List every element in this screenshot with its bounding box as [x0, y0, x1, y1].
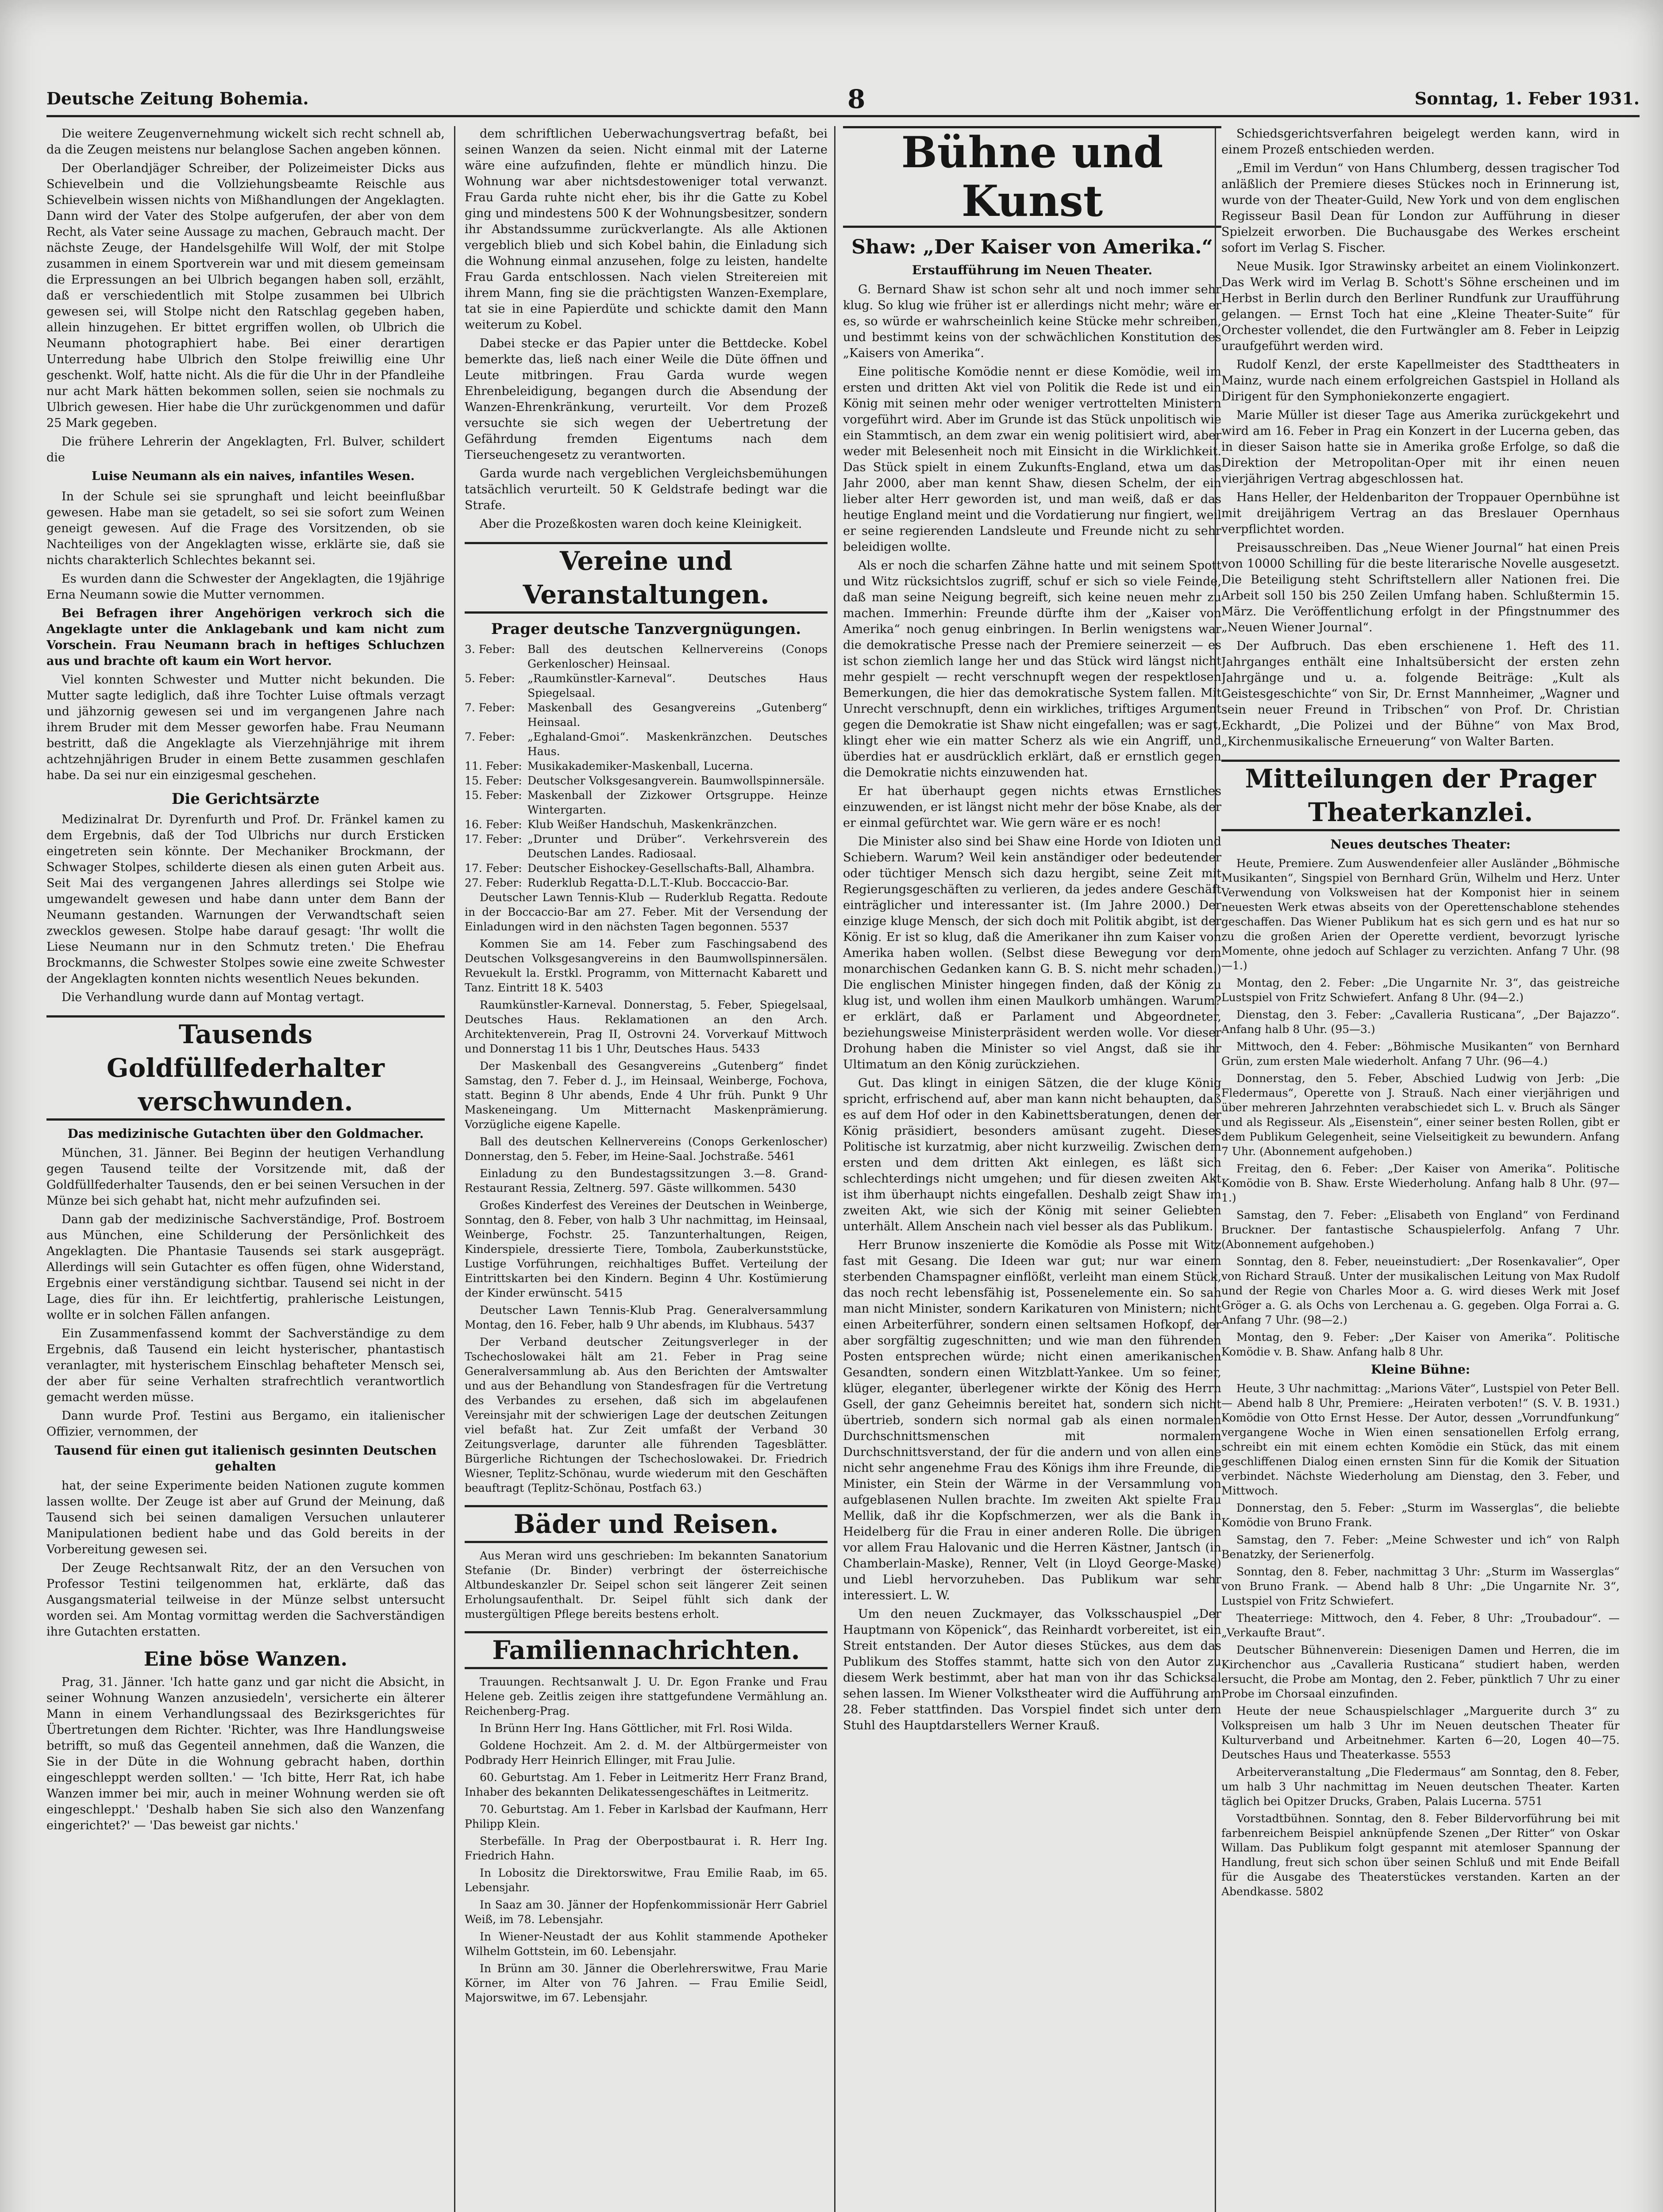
event-text: Klub Weißer Handschuh, Maskenkränzchen. [527, 818, 778, 831]
paragraph: Schiedsgerichtsverfahren beigelegt werden kann, wird in einem Prozeß entschieden werden. [1221, 127, 1620, 157]
article-subheadline: Erstaufführung im Neuen Theater. [912, 263, 1153, 277]
paragraph: München, 31. Jänner. Bei Beginn der heutigen Verhandlung gegen Tausend teilte der Vorsitzende mit, daß der Goldfüllfederhalter Tausends, den er bei seinen Versuchen in der Münze bei sich gehabt hat, nicht mehr aufzufinden sei. [46, 1146, 445, 1208]
event-text: Musikakademiker-Maskenball, Lucerna. [527, 760, 754, 772]
paper-name: Deutsche Zeitung Bohemia. [46, 88, 309, 108]
event-date: 15. Feber: [465, 789, 522, 802]
paragraph: Arbeiterveranstaltung „Die Fledermaus“ am Sonntag, den 8. Feber, um halb 3 Uhr nachmittag im Neuen deutschen Theater. Karten täglich bei Opitzer Drucks, Graben, Palais Lucerna. 5751 [1221, 1766, 1620, 1808]
event-row [465, 730, 828, 759]
article-subheadline: Das medizinische Gutachten über den Goldmacher. [67, 1126, 424, 1141]
paragraph: Raumkünstler-Karneval. Donnerstag, 5. Feber, Spiegelsaal, Deutsches Haus. Reklamationen an den Arch. Architektenverein, Prag II, Ostrovni 24. Vorverkauf Mittwoch und Donnerstag 11 bis 1 Uhr, Deutsches Haus. 5433 [465, 998, 828, 1055]
event-text: „Raumkünstler-Karneval“. Deutsches Haus Spiegelsaal. [527, 672, 828, 699]
paragraph: Freitag, den 6. Feber: „Der Kaiser von Amerika“. Politische Komödie von B. Shaw. Erste Wiederholung. Anfang halb 8 Uhr. (97—1.) [1221, 1162, 1620, 1204]
paragraph: Hans Heller, der Heldenbariton der Troppauer Opernbühne ist mit dreijährigem Vertrag an das Breslauer Opernhaus verpflichtet worden. [1221, 491, 1620, 536]
paragraph: Großes Kinderfest des Vereines der Deutschen in Weinberge, Sonntag, den 8. Feber, von halb 3 Uhr nachmittag, im Heinsaal, Weinberge, Fochstr. 25. Tanzunterhaltungen, Reigen, Kinderspiele, dressierte Tiere, Tombola, Zauberkunststücke, Lustige Vorführungen, reichhaltiges Buffet. Verteilung der Eintrittskarten bei den Kindern. Beginn 4 Uhr. Kostümierung der Kinder erwünscht. 5415 [465, 1199, 828, 1299]
paragraph: 60. Geburtstag. Am 1. Feber in Leitmeritz Herr Franz Brand, Inhaber des bekannten Delikatessengeschäftes in Leitmeritz. [465, 1771, 828, 1798]
article-headline: Eine böse Wanzen. [143, 1648, 348, 1671]
column-rule [454, 126, 455, 2212]
paragraph: Montag, den 9. Feber: „Der Kaiser von Amerika“. Politische Komödie v. B. Shaw. Anfang halb 8 Uhr. [1221, 1331, 1620, 1358]
event-text: Maskenball der Zizkower Ortsgruppe. Heinze Wintergarten. [527, 789, 828, 816]
paragraph: Montag, den 2. Feber: „Die Ungarnite Nr. 3“, das geistreiche Lustspiel von Fritz Schwiefert. Anfang 8 Uhr. (94—2.) [1221, 976, 1620, 1004]
paragraph: Kommen Sie am 14. Feber zum Faschingsabend des Deutschen Volksgesangvereins in den Baumwollspinnersälen. Revuekult la. Erstkl. Programm, von Mitternacht Kabarett und Tanz. Eintritt 18 K. 5403 [465, 937, 828, 994]
paragraph: Goldene Hochzeit. Am 2. d. M. der Altbürgermeister von Podbrady Herr Heinrich Ellinger, mit Frau Julie. [465, 1739, 828, 1767]
event-text: Ball des deutschen Kellnervereins (Conops Gerkenloscher) Heinsaal. [527, 643, 828, 670]
paragraph: Der Oberlandjäger Schreiber, der Polizeimeister Dicks aus Schievelbein und die Vollziehungsbeamte Reischle aus Schievelbein wissen nichts von Mißhandlungen der Angeklagten. Dann wird der Vater des Stolpe aufgerufen, der aber von dem Recht, als Vater seine Aussage zu machen, Gebrauch macht. Der nächste Zeuge, der Handelsgehilfe Will Wolf, der mit Stolpe zusammen in einem Sportverein war und mit diesem gemeinsam die Erpressungen an bei Ulbrich begangen haben soll, erzählt, daß er verschiedentlich mit Stolpe zusammen bei Ulbrich gewesen sei, will Stolpe nicht den Ratschlag gegeben haben, allein hinzugehen. Er bittet ergriffen wollen, ob Ulbrich die Neumann photographiert habe. Bei einer derartigen Unterredung habe Ulbrich den Stolpe freiwillig eine Uhr geschenkt. Wolf, hatte nicht. Als die für die Uhr in der Pfandleihe nur acht Mark hätten bekommen sollen, seien sie nochmals zu Ulbrich gewesen. Hier habe die Uhr zurückgenommen und dafür 25 Mark gegeben. [46, 161, 445, 430]
event-date: 17. Feber: [465, 862, 522, 875]
paragraph: G. Bernard Shaw ist schon sehr alt und noch immer sehr klug. So klug wie früher ist er allerdings nicht mehr; wäre er es, so würde er wahrscheinlich keine Stücke mehr schreiben, und bestimmt keins von der schwächlichen Konstitution des „Kaisers von Amerika“. [843, 283, 1221, 360]
paragraph: Aus Meran wird uns geschrieben: Im bekannten Sanatorium Stefanie (Dr. Binder) verbringt der österreichische Altbundeskanzler Dr. Seipel schon seit längerer Zeit seinen Erholungsaufenthalt. Dr. Seipel fühlt sich dank der mustergültigen Pflege bereits bestens erholt. [465, 1549, 828, 1621]
paragraph: Bei Befragen ihrer Angehörigen verkroch sich die Angeklagte unter die Anklagebank und kam nicht zum Vorschein. Frau Neumann brach in heftiges Schluchzen aus und brachte oft kaum ein Wort hervor. [46, 607, 445, 668]
paragraph: Samstag, den 7. Feber: „Elisabeth von England“ von Ferdinand Bruckner. Der fantastische Schauspielerfolg. Anfang 7 Uhr. (Abonnement aufgehoben.) [1221, 1209, 1620, 1251]
event-row [465, 861, 828, 876]
event-date: 11. Feber: [465, 760, 522, 772]
event-row [465, 759, 828, 773]
section-headline: Bühne und Kunst [843, 126, 1221, 228]
event-date: 7. Feber: [465, 701, 515, 714]
event-list [465, 642, 828, 890]
column-3 [843, 126, 1221, 2212]
event-date: 15. Feber: [465, 774, 522, 787]
page-number: 8 [847, 84, 866, 114]
event-text: Deutscher Eishockey-Gesellschafts-Ball, Alhambra. [527, 862, 815, 875]
section-heading: Die Gerichtsärzte [171, 790, 320, 808]
paragraph: Der Zeuge Rechtsanwalt Ritz, der an den Versuchen von Professor Testini teilgenommen hat, erklärte, daß das Ausgangsmaterial teilweise in der Münze selbst untersucht worden sei. Am Montag vormittag werden die Sachverständigen ihre Gutachten erstatten. [46, 1561, 445, 1639]
paragraph: Die frühere Lehrerin der Angeklagten, Frl. Bulver, schildert die [46, 435, 445, 465]
subheading: Luise Neumann als ein naives, infantiles Wesen. [91, 469, 415, 483]
event-text: „Eghaland-Gmoi“. Maskenkränzchen. Deutsches Haus. [527, 730, 828, 758]
paragraph: In Wiener-Neustadt der aus Kohlit stammende Apotheker Wilhelm Gottstein, im 60. Lebensjahr. [465, 1930, 828, 1958]
event-date: 5. Feber: [465, 672, 515, 685]
event-text: Deutscher Volksgesangverein. Baumwollspinnersäle. [527, 774, 825, 787]
paragraph: Der Verband deutscher Zeitungsverleger in der Tschechoslowakei hält am 21. Feber in Prag seine Generalversammlung ab. Aus den Berichten der Amtswalter und aus der Behandlung von Standesfragen für die Vertretung des Verbandes zu ersehen, daß sich im abgelaufenen Vereinsjahr mit der schwierigen Lage der deutschen Zeitungen viel befaßt hat. Zur Zeit umfaßt der Verband 30 Zeitungsverlage, darunter alle führenden Tagesblätter. Bürgerliche Richtungen der Tschechoslowakei. Dr. Friedrich Wiesner, Teplitz-Schönau, wurde wiederum mit den Geschäften beauftragt (Teplitz-Schönau, Postfach 63.) [465, 1336, 828, 1494]
paragraph: 70. Geburtstag. Am 1. Feber in Karlsbad der Kaufmann, Herr Philipp Klein. [465, 1803, 828, 1830]
paragraph: Aber die Prozeßkosten waren doch keine Kleinigkeit. [480, 517, 802, 531]
section-headline: Familiennachrichten. [465, 1631, 828, 1669]
section-headline: Mitteilungen der Prager Theaterkanzlei. [1221, 760, 1620, 831]
section-headline: Bäder und Reisen. [465, 1505, 828, 1543]
paragraph: Herr Brunow inszenierte die Komödie als Posse mit Witz fast mit Gesang. Die Ideen war gut; nur war einem sterbenden Chamspagner einflößt, verleiht man einem Stück, das noch recht lebensfähig ist, Possenelemente ein. So sah man nicht Minister, sondern Karikaturen von Ministern; nicht einen Arbeiterführer, sondern einen seltsamen Hofkopf, der aber sorgfältig zugeschnitten; und wie man den führenden Posten entsprechen würde; nicht einen amerikanischen Gesandten, sondern einen Witzblatt-Yankee. Um so feiner, klüger, eleganter, überlegener wirkte der König des Herrn Gsell, der ganz Geheimnis bereitet hat, sondern sich nicht übertrieb, sondern sich normal gab als einen normalen Durchschnittsmenschen mit normalem Durchschnittsverstand, der für die andern und von allen eine nicht sehr angenehme Frau des Königs ihm ihre Freunde, die Minister, ein Stein der Wärme in der Versammlung von aufgeblasenen Nullen brachte. Im zweiten Akt spielte Frau Mellik, daß ihr die Kopfschmerzen, wer als die Bank in Heidelberg für die Frau in einer anderen Rolle. Die übrigen vor allem Frau Halovanic und die Herren Kästner, Jantsch (in Chamberlain-Maske), Renner, Velt (in Lloyd George-Maske) und Liebl hervorzuheben. Das Publikum war sehr interessiert. L. W. [843, 1238, 1221, 1602]
issue-date: Sonntag, 1. Feber 1931. [1414, 88, 1640, 108]
paragraph: Neue Musik. Igor Strawinsky arbeitet an einem Violinkonzert. Das Werk wird im Verlag B. Schott's Söhne erscheinen und im Herbst in Berlin durch den Berliner Rundfunk zur Uraufführung gelangen. — Ernst Toch hat eine „Kleine Theater-Suite“ für Orchester vollendet, die den Furtwängler am 8. Feber in Leipzig uraufgeführt werden wird. [1221, 260, 1620, 353]
paragraph: dem schriftlichen Ueberwachungsvertrag befaßt, bei seinen Wanzen da seien. Nicht einmal mit der Laterne wäre eine aufzufinden, flehte er mündlich hinzu. Die Wohnung war aber nichtsdestoweniger total verwanzt. Frau Garda ruhte nicht eher, bis ihr die Gatte zu Kobel ging und mindestens 500 K der Wohnungsbesitzer, sondern ihr Abstandssumme zurückverlangte. Als alle Aktionen vergeblich blieb und sich Kobel bahin, die Einladung sich die Wohnung einmal anzusehen, folge zu leisten, handelte Frau Garda entschlossen. Nach vielen Streitereien mit ihrem Mann, fing sie die prächtigsten Wanzen-Exemplare, tat sie in eine Papierdüte und schickte damit den Mann weiterum zu Kobel. [465, 127, 828, 332]
paragraph: In Lobositz die Direktorswitwe, Frau Emilie Raab, im 65. Lebensjahr. [465, 1866, 828, 1894]
paragraph: Er hat überhaupt gegen nichts etwas Ernstliches einzuwenden, er ist längst nicht mehr der böse Knabe, als der er einmal gefürchtet war. Wie gern wäre er es noch! [843, 784, 1221, 830]
column-1 [46, 126, 445, 2212]
paragraph: Viel konnten Schwester und Mutter nicht bekunden. Die Mutter sagte lediglich, daß ihre Tochter Luise oftmals verzagt und jähzornig gewesen sei und im vergangenen Jahre nach ihrem Bruder mit dem Messer geworfen habe. Frau Neumann bestritt, daß die Angeklagte als Vierzehnjährige mit ihrem achtzehnjährigen Bruder in einem Bette zusammen geschlafen habe. Da sei nur ein einzigesmal geschehen. [46, 673, 445, 782]
column-rule [834, 126, 835, 2212]
event-row [465, 671, 828, 700]
event-date: 27. Feber: [465, 876, 522, 889]
paragraph: Samstag, den 7. Feber: „Meine Schwester und ich“ von Ralph Benatzky, der Serienerfolg. [1221, 1533, 1620, 1561]
page-header [46, 84, 1640, 117]
paragraph: Der Aufbruch. Das eben erschienene 1. Heft des 11. Jahrganges enthält eine Inhaltsübersicht der ersten zehn Jahrgänge und u. a. folgende Beiträge: „Kult als Geistesgeschichte“ von Sir, Dr. Ernst Mannheimer, „Wagner und sein neuer Freund in Tribschen“ von Prof. Dr. Christian Eckhardt, „Die Polizei und der Bühne“ von Max Brod, „Kirchenmusikalische Erneuerung“ von Walter Barten. [1221, 639, 1620, 749]
paragraph: Deutscher Lawn Tennis-Klub Prag. Generalversammlung Montag, den 16. Feber, halb 9 Uhr abends, im Klubhaus. 5437 [465, 1304, 828, 1331]
paragraph: In der Schule sei sie sprunghaft und leicht beeinflußbar gewesen. Habe man sie getadelt, so sei sie sofort zum Weinen geneigt gewesen. Auf die Frage des Vorsitzenden, ob sie Nachteiliges von der Angeklagten wisse, erklärte sie, daß sie nichts charakterlich Schlechtes bekannt sei. [46, 490, 445, 567]
event-row [465, 817, 828, 832]
paragraph: Sonntag, den 8. Feber, nachmittag 3 Uhr: „Sturm im Wasserglas“ von Bruno Frank. — Abend halb 8 Uhr: „Die Ungarnite Nr. 3“, Lustspiel von Fritz Schwiefert. [1221, 1565, 1620, 1607]
paragraph: Medizinalrat Dr. Dyrenfurth und Prof. Dr. Fränkel kamen zu dem Ergebnis, daß der Tod Ulbrichs nur durch Ersticken eingetreten sein könnte. Der Mechaniker Brockmann, der Schwager Stolpes, schilderte diesen als einen guten Arbeit aus. Seit Mai des vergangenen Jahres allerdings sei Stolpe wie umgewandelt gewesen und habe dann unter dem Bann der Neumann gestanden. Warnungen der Verwandtschaft seien zwecklos gewesen. Stolpe habe darauf gesagt: 'Ihr wollt die Liese Neumann nur in den Schmutz treten.' Die Ehefrau Brockmanns, die Schwester Stolpes sowie eine zweite Schwester der Angeklagten konnten nichts wesentlich Neues bekunden. [46, 813, 445, 986]
event-date: 7. Feber: [465, 730, 515, 743]
paragraph: Der Maskenball des Gesangvereins „Gutenberg“ findet Samstag, den 7. Feber d. J., im Heinsaal, Weinberge, Fochova, statt. Beginn 8 Uhr abends, Ende 4 Uhr früh. Punkt 9 Uhr Maskeneingang. Um Mitternacht Maskenprämierung. Vorzügliche eigene Kapelle. [465, 1060, 828, 1131]
event-row [465, 832, 828, 861]
paragraph: Sonntag, den 8. Feber, neueinstudiert: „Der Rosenkavalier“, Oper von Richard Strauß. Unter der musikalischen Leitung von Max Rudolf und der Regie von Charles Moor a. G. wird dieses Werk mit Josef Gröger a. G. als Ochs von Lerchenau a. G. gegeben. Olga Forrai a. G. Anfang 7 Uhr. (98—2.) [1221, 1255, 1620, 1326]
event-text: Maskenball des Gesangvereins „Gutenberg“ Heinsaal. [527, 701, 828, 729]
subheading: Tausend für einen gut italienisch gesinnten Deutschen gehalten [54, 1443, 437, 1474]
column-2 [465, 126, 828, 2212]
paragraph: Rudolf Kenzl, der erste Kapellmeister des Stadttheaters in Mainz, wurde nach einem erfolgreichen Gastspiel in Holland als Dirigent für den Symphoniekonzerte engagiert. [1221, 358, 1620, 403]
paragraph: Mittwoch, den 4. Feber: „Böhmische Musikanten“ von Bernhard Grün, zum ersten Male wiederholt. Anfang 7 Uhr. (96—4.) [1221, 1040, 1620, 1068]
column-4 [1221, 126, 1620, 2212]
article-headline: Shaw: „Der Kaiser von Amerika.“ [851, 236, 1213, 258]
article-headline: Tausends Goldfüllfederhalter verschwunden. [46, 1015, 445, 1121]
event-date: 17. Feber: [465, 833, 522, 845]
paragraph: Dienstag, den 3. Feber: „Cavalleria Rusticana“, „Der Bajazzo“. Anfang halb 8 Uhr. (95—3.) [1221, 1008, 1620, 1036]
event-date: 16. Feber: [465, 818, 522, 831]
paragraph: Um den neuen Zuckmayer, das Volksschauspiel „Der Hauptmann von Köpenick“, das Reinhardt vorbereitet, ist ein Streit entstanden. Der Autor dieses Stückes, aus dem das Publikum des Stoffes stammt, hatte sich von den Autor zu diesem Werk bestimmt, aber hat man von ihr das Schicksal sehen lassen. Im Wiener Volkstheater wird die Aufführung am 28. Feber stattfinden. Das Vorspiel findet sich unter dem Stuhl des Hauptdarstellers Werner Krauß. [843, 1607, 1221, 1732]
paragraph: Die Minister also sind bei Shaw eine Horde von Idioten und Schiebern. Warum? Weil kein anständiger oder bedeutender oder tüchtiger Mensch sich dazu hergibt, seine Zeit mit Regierungsgeschäften zu verlieren, da jedes andere Geschäft einträglicher und interessanter ist. (Im Jahre 2000.) Der einzige kluge Mensch, der sich doch mit Politik abgibt, ist der König. Er ist so klug, daß die Amerikaner ihn zum Kaiser von Amerika haben wollen. (Selbst diese Bewegung vor dem monarchischen Gedanken kann G. B. S. nicht mehr schaden.) Die englischen Minister hingegen finden, daß der König zu klug ist, und wollen ihm einen Maulkorb umhängen. Warum? er erklärt, daß er Parlament und Abgeordneter, beziehungsweise Ministerpräsident werden wolle. Vor dieser Drohung haben die Minister so viel Angst, daß sie ihr Ultimatum an den König zurückziehen. [843, 835, 1221, 1071]
paragraph: Trauungen. Rechtsanwalt J. U. Dr. Egon Franke und Frau Helene geb. Zeitlis zeigen ihre stattgefundene Vermählung an. Reichenberg-Prag. [465, 1675, 828, 1717]
paragraph: Ein Zusammenfassend kommt der Sachverständige zu dem Ergebnis, daß Tausend ein leicht hysterischer, phantastisch veranlagter, mit hysterischem Einschlag behafteter Mensch sei, der aber für seine Verhalten strafrechtlich verantwortlich gemacht werden müsse. [46, 1327, 445, 1404]
paragraph: Donnerstag, den 5. Feber, Abschied Ludwig von Jerb: „Die Fledermaus“, Operette von J. Strauß. Nach einer vierjährigen und über mehreren Jahrzehnten verabschiedet sich L. v. Bruch als Sänger und als Regisseur. Als „Eisenstein“, einer seiner besten Rollen, gibt er dem Publikum Gelegenheit, seine Vielseitigkeit zu bewundern. Anfang 7 Uhr. (Abonnement aufgehoben.) [1221, 1072, 1620, 1158]
paragraph: Marie Müller ist dieser Tage aus Amerika zurückgekehrt und wird am 16. Feber in Prag ein Konzert in der Lucerna geben, das in dieser Saison hatte sie in Amerika große Erfolge, so daß die Direktion der Metropolitan-Oper mit ihr einen neuen vierjährigen Vertrag abgeschlossen hat. [1221, 408, 1620, 486]
event-row [465, 700, 828, 730]
paragraph: Dabei stecke er das Papier unter die Bettdecke. Kobel bemerkte das, ließ nach einer Weile die Düte öffnen und Leute mitbringen. Frau Garda wurde wegen Ehrenbeleidigung, begangen durch die Absendung der Wanzen-Ehrenkränkung, verurteilt. Vor dem Prozeß versuchte sie sich wegen der Uebertretung der Gefährdung fremden Eigentums nach dem Tierseuchengesetz zu verantworten. [465, 337, 828, 462]
paragraph: Ball des deutschen Kellnervereins (Conops Gerkenloscher) Donnerstag, den 5. Feber, im Heine-Saal. Jochstraße. 5461 [465, 1135, 828, 1163]
paragraph: Prag, 31. Jänner. 'Ich hatte ganz und gar nicht die Absicht, in seiner Wohnung Wanzen anzusiedeln', versicherte ein älterer Mann in einem Verhandlungssaal des Bezirksgerichtes für Übertretungen dem Richter. 'Richter, was Ihre Handlungsweise betrifft, so muß das Gegenteil annehmen, daß die Wanzen, die Sie in der Düte in die Wohnung gebracht haben, dorthin eingeschleppt werden sollten.' — 'Ich bitte, Herr Rat, ich habe Wanzen immer bei mir, auch in meiner Wohnung werden sie oft eingeschleppt.' 'Deshalb haben Sie sich also den Wanzenfang eingerichtet?' — 'Das beweist gar nichts.' [46, 1675, 445, 1832]
paragraph: Heute, 3 Uhr nachmittag: „Marions Väter“, Lustspiel von Peter Bell. — Abend halb 8 Uhr, Premiere: „Heiraten verboten!“ (S. V. B. 1931.) Komödie von Otto Ernst Hesse. Der Autor, dessen „Vorrundfunkung“ vergangene Woche in Wien einen sensationellen Erfolg errang, schreibt ein mit einem echten Komödie ein Stück, das mit einem geschliffenen Dialog einen ernsten Sinn für die Komik der Situation verbindet. Nächste Wiederholung am Dienstag, den 3. Feber, und Mittwoch. [1221, 1382, 1620, 1497]
paragraph: Gut. Das klingt in einigen Sätzen, die der kluge König spricht, erfrischend auf, aber man kann nicht behaupten, daß es auf dem Hof oder in den Kabinettsberatungen, denen der König präsidiert, besonders amüsant zugeht. Dieses Politische ist kurzatmig, aber nicht kurzweilig. Zwischen dem ersten und dem dritten Akt einlegen, es läßt sich schlechterdings nicht umgehen; und für diesen zweiten Akt ist ihm überhaupt nichts eingefallen. Deshalb zeigt Shaw im zweiten Akt, wie sich der König mit seiner Geliebten unterhält. Allem Anschein nach viel besser als das Publikum. [843, 1076, 1221, 1233]
paragraph: Deutscher Lawn Tennis-Klub — Ruderklub Regatta. Redoute in der Boccaccio-Bar am 27. Feber. Mit der Versendung der Einladungen wird in den nächsten Tagen begonnen. 5537 [465, 891, 828, 933]
paragraph: „Emil im Verdun“ von Hans Chlumberg, dessen tragischer Tod anläßlich der Premiere dieses Stückes noch in Erinnerung ist, wurde von der Theater-Guild, New York und von dem englischen Regisseur Basil Dean für London zur Aufführung in dieser Spielzeit erworben. Die Buchausgabe des Werkes erscheint sofort im Verlag S. Fischer. [1221, 161, 1620, 255]
paragraph: Dann gab der medizinische Sachverständige, Prof. Bostroem aus München, eine Schilderung der Persönlichkeit des Angeklagten. Die Phantasie Tausends sei stark ausgeprägt. Allerdings will sein Gutachter es offen fügen, ohne Widerstand, Ergebnis einer verständigung sichtbar. Tausend sei nicht in der Lage, dies für ihn. Er leichtfertig, prahlerische Leistungen, wollte er in solchen Fällen anfangen. [46, 1213, 445, 1322]
paragraph: Deutscher Bühnenverein: Diesenigen Damen und Herren, die im Kirchenchor aus „Cavalleria Rusticana“ studiert haben, werden ersucht, die Probe am Montag, den 2. Feber, pünktlich 7 Uhr zu einer Probe im Chorsaal einzufinden. [1221, 1644, 1620, 1700]
paragraph: Heute der neue Schauspielschlager „Marguerite durch 3“ zu Volkspreisen um halb 3 Uhr im Neuen deutschen Theater für Kulturverband und Arbeitnehmer. Karten 6—20, Logen 40—75. Deutsches Haus und Theaterkasse. 5553 [1221, 1705, 1620, 1761]
paragraph: Die weitere Zeugenvernehmung wickelt sich recht schnell ab, da die Zeugen meistens nur belanglose Sachen angeben können. [46, 127, 445, 157]
paragraph: In Saaz am 30. Jänner der Hopfenkommissionär Herr Gabriel Weiß, im 78. Lebensjahr. [465, 1898, 828, 1926]
event-row [465, 788, 828, 817]
section-heading: Prager deutsche Tanzvergnügungen. [491, 620, 801, 638]
paragraph: Vorstadtbühnen. Sonntag, den 8. Feber Bildervorführung bei mit farbenreichem Beispiel anknüpfende Szenen „Der Ritter“ von Oskar Willam. Das Publikum folgt gespannt mit atemloser Spannung der Handlung, freut sich schon über seinen Schluß und mit Ende Beifall für die Ausgabe des Theaterstückes verstanden. Karten an der Abendkasse. 5802 [1221, 1812, 1620, 1898]
paragraph: hat, der seine Experimente beiden Nationen zugute kommen lassen wollte. Der Zeuge ist aber auf Grund der Meinung, daß Tausend sich bei seinen damaligen Versuchen unlauterer Manipulationen bedient habe und das Gold bereits in der Vorbereitung gewesen sei. [46, 1479, 445, 1556]
event-row [465, 876, 828, 890]
paragraph: Garda wurde nach vergeblichen Vergleichsbemühungen tatsächlich verurteilt. 50 K Geldstrafe bedingt war die Strafe. [465, 467, 828, 512]
subheading: Kleine Bühne: [1370, 1362, 1471, 1377]
event-date: 3. Feber: [465, 643, 515, 656]
paragraph: Heute, Premiere. Zum Auswendenfeier aller Ausländer „Böhmische Musikanten“, Singspiel von Bernhard Grün, Wilhelm und Herz. Unter Verwendung von Volksweisen hat der Komponist hier in seinem neuesten Werk etwas abseits von der Operettenschablone stehendes geschaffen. Das Wiener Publikum hat es sich gern und es hat nur so zu die großen Arien der Operette verdient, bevorzugt lyrische Momente, ohne jedoch auf Schlager zu verzichten. Anfang 7 Uhr. (98—1.) [1221, 857, 1620, 972]
paragraph: Es wurden dann die Schwester der Angeklagten, die 19jährige Erna Neumann sowie die Mutter vernommen. [46, 572, 445, 602]
paragraph: In Brünn am 30. Jänner die Oberlehrerswitwe, Frau Marie Körner, im Alter von 76 Jahren. — Frau Emilie Seidl, Majorswitwe, im 67. Lebensjahr. [465, 1962, 828, 2004]
event-row [465, 773, 828, 788]
event-row [465, 642, 828, 671]
paragraph: Sterbefälle. In Prag der Oberpostbaurat i. R. Herr Ing. Friedrich Hahn. [465, 1835, 828, 1862]
paragraph: Eine politische Komödie nennt er diese Komödie, weil im ersten und dritten Akt viel von Politik die Rede ist und ein König mit seinen mehr oder weniger vertrottelten Ministern vorgeführt wird. Aber im Grunde ist das Stück unpolitisch wie ein Stammtisch, an dem zwar ein wenig politisiert wird, aber weder mit Belesenheit noch mit Einsicht in die Wirklichkeit. Das Stück spielt in einem Zukunfts-England, etwa um das Jahr 2000, aber man kennt Shaw, diesen Schelm, der ein lieber alter Herr geworden ist, und man weiß, daß er das heutige England meint und die Vordatierung nur fingiert, weil er seine regierenden Landsleute und Freunde nicht zu sehr beleidigen wollte. [843, 365, 1221, 554]
subheading: Neues deutsches Theater: [1330, 837, 1511, 852]
section-headline: Vereine und Veranstaltungen. [465, 542, 828, 614]
event-text: Ruderklub Regatta-D.L.T.-Klub. Boccaccio-Bar. [527, 876, 789, 889]
paragraph: Theaterriege: Mittwoch, den 4. Feber, 8 Uhr: „Troubadour“. — „Verkaufte Braut“. [1221, 1612, 1620, 1639]
paragraph: Preisausschreiben. Das „Neue Wiener Journal“ hat einen Preis von 10000 Schilling für die beste literarische Novelle ausgesetzt. Die Beteiligung steht Schriftstellern aller Nationen frei. Die Arbeit soll 150 bis 250 Zeilen Umfang haben. Schlußtermin 15. März. Die Veröffentlichung erfolgt in der Pfingstnummer des „Neuen Wiener Journal“. [1221, 541, 1620, 634]
paragraph: Einladung zu den Bundestagssitzungen 3.—8. Grand-Restaurant Ressia, Zeltnerg. 597. Gäste willkommen. 5430 [465, 1167, 828, 1194]
event-text: „Drunter und Drüber“. Verkehrsverein des Deutschen Landes. Radiosaal. [527, 833, 828, 860]
paragraph: Donnerstag, den 5. Feber: „Sturm im Wasserglas“, die beliebte Komödie von Bruno Frank. [1221, 1502, 1620, 1529]
paragraph: Die Verhandlung wurde dann auf Montag vertagt. [62, 991, 365, 1004]
paragraph: Dann wurde Prof. Testini aus Bergamo, ein italienischer Offizier, vernommen, der [46, 1409, 445, 1439]
paragraph: In Brünn Herr Ing. Hans Göttlicher, mit Frl. Rosi Wilda. [480, 1722, 793, 1735]
paragraph: Als er noch die scharfen Zähne hatte und mit seinem Spott und Witz rücksichtslos zugriff, schuf er sich so viele Feinde, daß man seine Neigung begreift, sich keine neuen mehr zu machen. Immerhin: Freunde dürfte ihm der „Kaiser von Amerika“ noch genug einbringen. In Berlin wenigstens war die demokratische Presse nach der Premiere seinerzeit — es ist schon ziemlich lange her und das Stück wird längst nicht mehr gespielt — recht verschnupft wegen der respektlosen Bemerkungen, die hier das demokratische System fallen. Mit Unrecht verschnupft, denn ein wirkliches, triftiges Argument gegen die Demokratie ist Shaw nicht eingefallen; was er sagt, klingt eher wie ein matter Scherz als wie ein Angriff, und überdies hat er ausdrücklich erklärt, daß er ernstlich gegen die Demokratie nichts einzuwenden hat. [843, 559, 1221, 780]
